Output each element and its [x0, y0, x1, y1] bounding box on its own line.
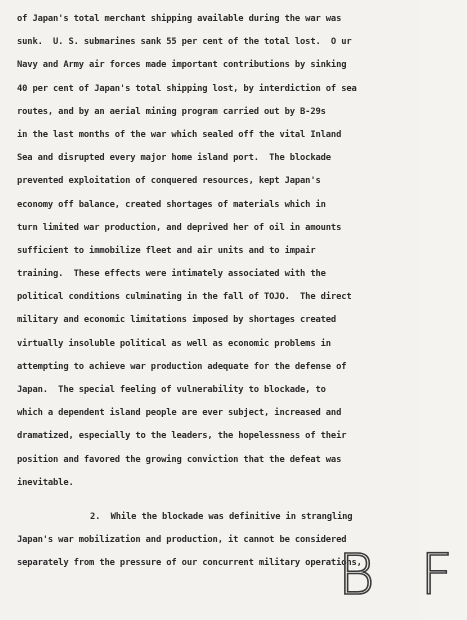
text-line: inevitable.: [17, 477, 74, 488]
text-line: prevented exploitation of conquered resources, kept Japan's: [17, 176, 321, 187]
text-line: separately from the pressure of our concurrent military operations,: [17, 558, 362, 569]
stamp-letters: B F: [338, 543, 467, 608]
text-line: 40 per cent of Japan's total shipping lost, by interdiction of sea: [17, 83, 357, 94]
text-line: virtually insoluble political as well as economic problems in: [17, 338, 331, 349]
text-line: in the last months of the war which sealed off the vital Inland: [17, 129, 342, 140]
text-line: training. These effects were intimately associated with the: [17, 269, 326, 280]
text-line: Sea and disrupted every major home island port. The blockade: [17, 153, 331, 164]
text-line: military and economic limitations imposed by shortages created: [17, 315, 337, 326]
text-line: turn limited war production, and deprived her of oil in amounts: [17, 222, 342, 233]
text-line: routes, and by an aerial mining program carried out by B-29s: [17, 106, 326, 117]
text-line: which a dependent island people are ever subject, increased and: [17, 408, 342, 419]
text-line: attempting to achieve war production adequate for the defense of: [17, 361, 347, 372]
text-line: sufficient to immobilize fleet and air units and to impair: [17, 245, 316, 256]
document-body: [17, 8, 415, 576]
text-line: dramatized, especially to the leaders, the hopelessness of their: [17, 431, 347, 442]
text-line: Navy and Army air forces made important contributions by sinking: [17, 60, 347, 71]
paragraph-gap: [17, 495, 415, 506]
text-line: Japan's war mobilization and production, it cannot be considered: [17, 535, 347, 546]
text-line: political conditions culminating in the fall of TOJO. The direct: [17, 292, 352, 303]
text-line: of Japan's total merchant shipping available during the war was: [17, 14, 342, 24]
text-line: Japan. The special feeling of vulnerability to blockade, to: [17, 385, 326, 395]
text-line: position and favored the growing conviction that the defeat was: [17, 454, 342, 465]
text-line: economy off balance, created shortages of materials which in: [17, 199, 326, 210]
paragraph-2-first-line: 2. While the blockade was definitive in strangling: [90, 511, 353, 522]
text-line: sunk. U. S. submarines sank 55 per cent of the total lost. O ur: [17, 37, 352, 48]
